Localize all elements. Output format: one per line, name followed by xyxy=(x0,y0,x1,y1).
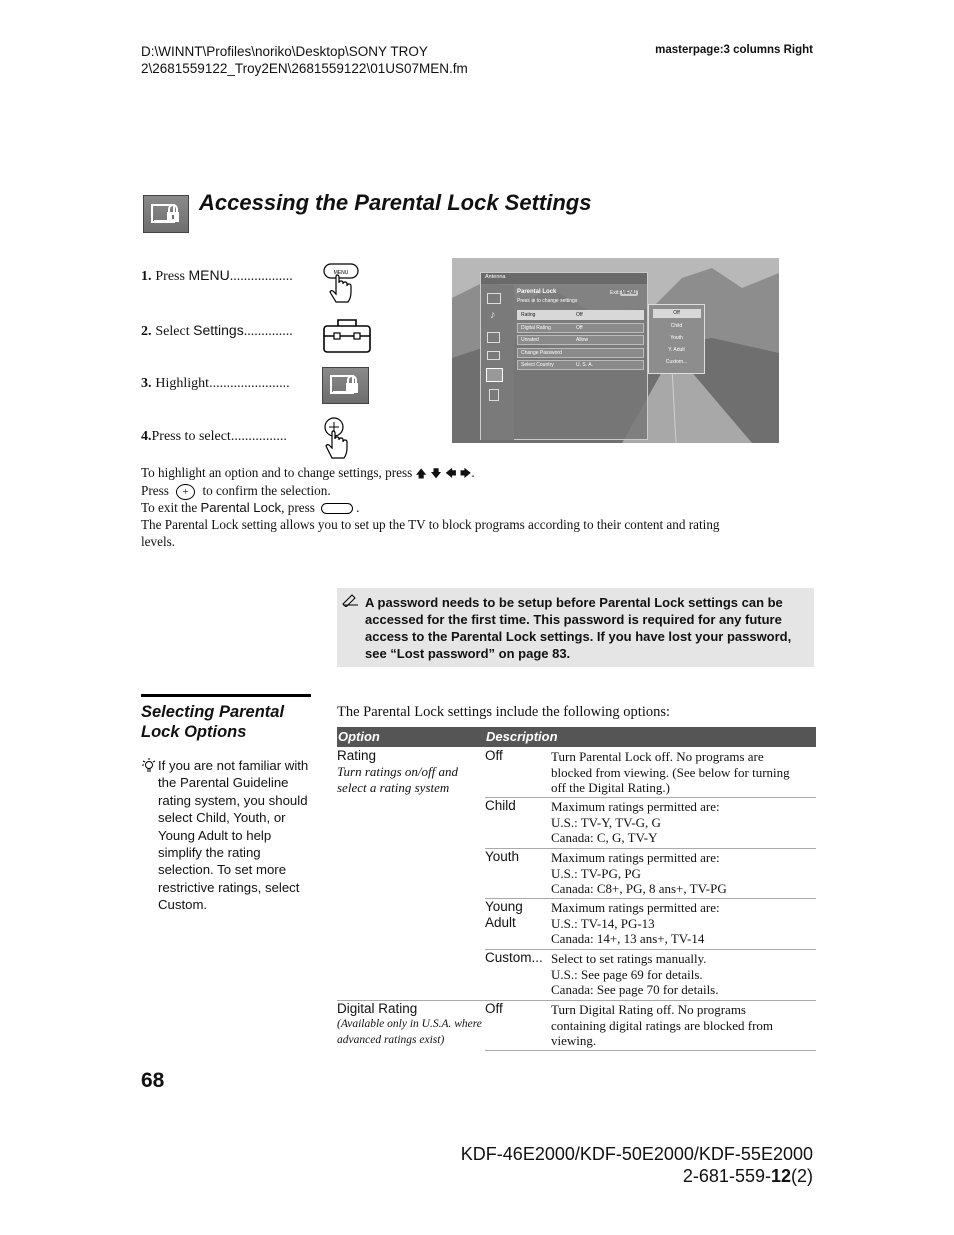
osd-row-country-value: U. S. A. xyxy=(576,361,593,368)
step-4: 4.Press to select................ xyxy=(141,429,287,444)
osd-row-digital-label: Digital Rating xyxy=(521,324,551,331)
instruction-line-1: To highlight an option and to change settings, press 🡅 🡇 🡄 🡆. xyxy=(141,465,475,480)
osd-row-unrated-label: Unrated xyxy=(521,336,539,343)
password-note-text: A password needs to be setup before Parental Lock settings can be accessed for the first time. This password is required for any future access to the Parental Lock settings. If you have lost your password, see “Lost password” on page 83. xyxy=(365,595,792,661)
menu-button-press-icon xyxy=(322,262,360,304)
osd-option-youth: Youth xyxy=(670,335,683,341)
osd-source-label: Antenna xyxy=(485,274,506,280)
row-divider xyxy=(485,797,816,798)
table-header xyxy=(337,727,816,747)
page-title: Accessing the Parental Lock Settings xyxy=(199,190,592,215)
masterpage-label: masterpage:3 columns Right xyxy=(655,44,813,56)
digital-off-desc: Turn Digital Rating off. No programs containing digital ratings are blocked from viewing. xyxy=(551,1002,774,1048)
osd-menu-title: Parental Lock xyxy=(517,289,557,295)
header-description: Description xyxy=(486,729,558,744)
rating-off-desc: Turn Parental Lock off. No programs are blocked from viewing. (See below for turning off the Digital Rating.) xyxy=(551,749,790,795)
instruction-line-5: levels. xyxy=(141,534,176,549)
osd-option-off: Off xyxy=(673,310,680,316)
osd-parental-lock-icon xyxy=(486,368,503,382)
osd-exit-hint: Exit: MENU xyxy=(610,290,637,296)
osd-option-young-adult: Y. Adult xyxy=(668,347,685,353)
option-digital-rating: Digital Rating xyxy=(337,1001,418,1016)
file-path-line-2: 2\2681559122_Troy2EN\2681559122\01US07MEN.fm xyxy=(141,61,468,76)
step-2: 2. Select Settings.............. xyxy=(141,322,293,339)
osd-option-custom: Custom... xyxy=(665,359,688,365)
parental-lock-osd-menu xyxy=(480,272,648,440)
option-rating-note: Turn ratings on/off and select a rating system xyxy=(337,764,458,795)
osd-audio-icon: ♪ xyxy=(490,309,496,321)
rating-off-value: Off xyxy=(485,748,503,763)
step-3: 3. Highlight....................... xyxy=(141,376,290,391)
footer-models: KDF-46E2000/KDF-50E2000/KDF-55E2000 xyxy=(460,1144,813,1164)
osd-rating-dropdown xyxy=(648,304,705,374)
tv-screen-illustration xyxy=(452,258,779,443)
highlight-lock-icon xyxy=(322,367,369,404)
option-digital-rating-note: (Available only in U.S.A. where advanced ratings exist) xyxy=(337,1018,482,1046)
step-1: 1. Press MENU.................. xyxy=(141,267,293,284)
rating-youth-value: Youth xyxy=(485,849,520,864)
page-number: 68 xyxy=(141,1069,165,1092)
osd-row-password-label: Change Password xyxy=(521,349,562,356)
rating-young-adult-desc: Maximum ratings permitted are: U.S.: TV-14, PG-13 Canada: 14+, 13 ans+, TV-14 xyxy=(551,900,720,946)
osd-channel-icon xyxy=(487,351,500,360)
footer-part-number: 2-681-559-12(2) xyxy=(682,1166,813,1186)
parental-lock-icon xyxy=(143,195,189,233)
password-note-box xyxy=(337,588,814,667)
osd-row-rating-value: Off xyxy=(576,311,583,318)
sidebar-tip-text: If you are not familiar with the Parental Guideline rating system, you should select Child, Youth, or Young Adult to help simplify the rating selection. To set more restrictive ratings, select Custom. xyxy=(158,758,309,913)
menu-key-label: MENU xyxy=(333,270,349,276)
menu-button-icon xyxy=(321,503,353,514)
rating-custom-desc: Select to set ratings manually. U.S.: See page 69 for details. Canada: See page 70 for details. xyxy=(551,951,719,997)
header-option: Option xyxy=(338,729,380,744)
row-divider xyxy=(485,1050,816,1051)
rating-child-desc: Maximum ratings permitted are: U.S.: TV-Y, TV-G, G Canada: C, G, TV-Y xyxy=(551,799,720,845)
option-rating: Rating xyxy=(337,748,377,763)
osd-screen-icon xyxy=(487,332,500,343)
sidebar-rule xyxy=(141,694,311,697)
instruction-line-4: The Parental Lock setting allows you to set up the TV to block programs according to their content and rating xyxy=(141,517,720,532)
instruction-line-2: Press + to confirm the selection. xyxy=(141,483,331,498)
row-divider xyxy=(485,848,816,849)
note-pencil-icon xyxy=(341,593,359,612)
osd-option-child: Child xyxy=(670,323,683,329)
osd-row-country-label: Select Country xyxy=(521,361,554,368)
settings-toolbox-icon xyxy=(322,316,372,354)
rating-youth-desc: Maximum ratings permitted are: U.S.: TV-PG, PG Canada: C8+, PG, 8 ans+, TV-PG xyxy=(551,850,727,896)
osd-setup-icon xyxy=(489,389,499,401)
options-table xyxy=(337,727,816,1048)
tip-lightbulb-icon xyxy=(141,757,156,778)
rating-custom-value: Custom... xyxy=(485,950,543,965)
arrow-keys-icon: 🡅 🡇 🡄 🡆 xyxy=(415,467,472,480)
instruction-line-3: To exit the Parental Lock, press . xyxy=(141,500,360,515)
select-button-icon: + xyxy=(176,484,195,500)
digital-off-value: Off xyxy=(485,1001,503,1016)
osd-video-icon xyxy=(487,293,501,304)
rating-child-value: Child xyxy=(485,798,516,813)
osd-row-unrated-value: Allow xyxy=(576,336,588,343)
file-path-header xyxy=(141,43,468,77)
table-intro: The Parental Lock settings include the following options: xyxy=(337,704,671,720)
select-button-press-icon xyxy=(322,416,352,460)
osd-change-hint: Press ⊕ to change settings xyxy=(517,298,578,304)
sidebar-title: Selecting Parental Lock Options xyxy=(141,703,285,741)
osd-row-rating-label: Rating xyxy=(521,311,536,318)
file-path-line-1: D:\WINNT\Profiles\noriko\Desktop\SONY TROY xyxy=(141,44,428,59)
osd-row-digital-value: Off xyxy=(576,324,583,331)
rating-young-adult-value: Young Adult xyxy=(485,899,523,930)
